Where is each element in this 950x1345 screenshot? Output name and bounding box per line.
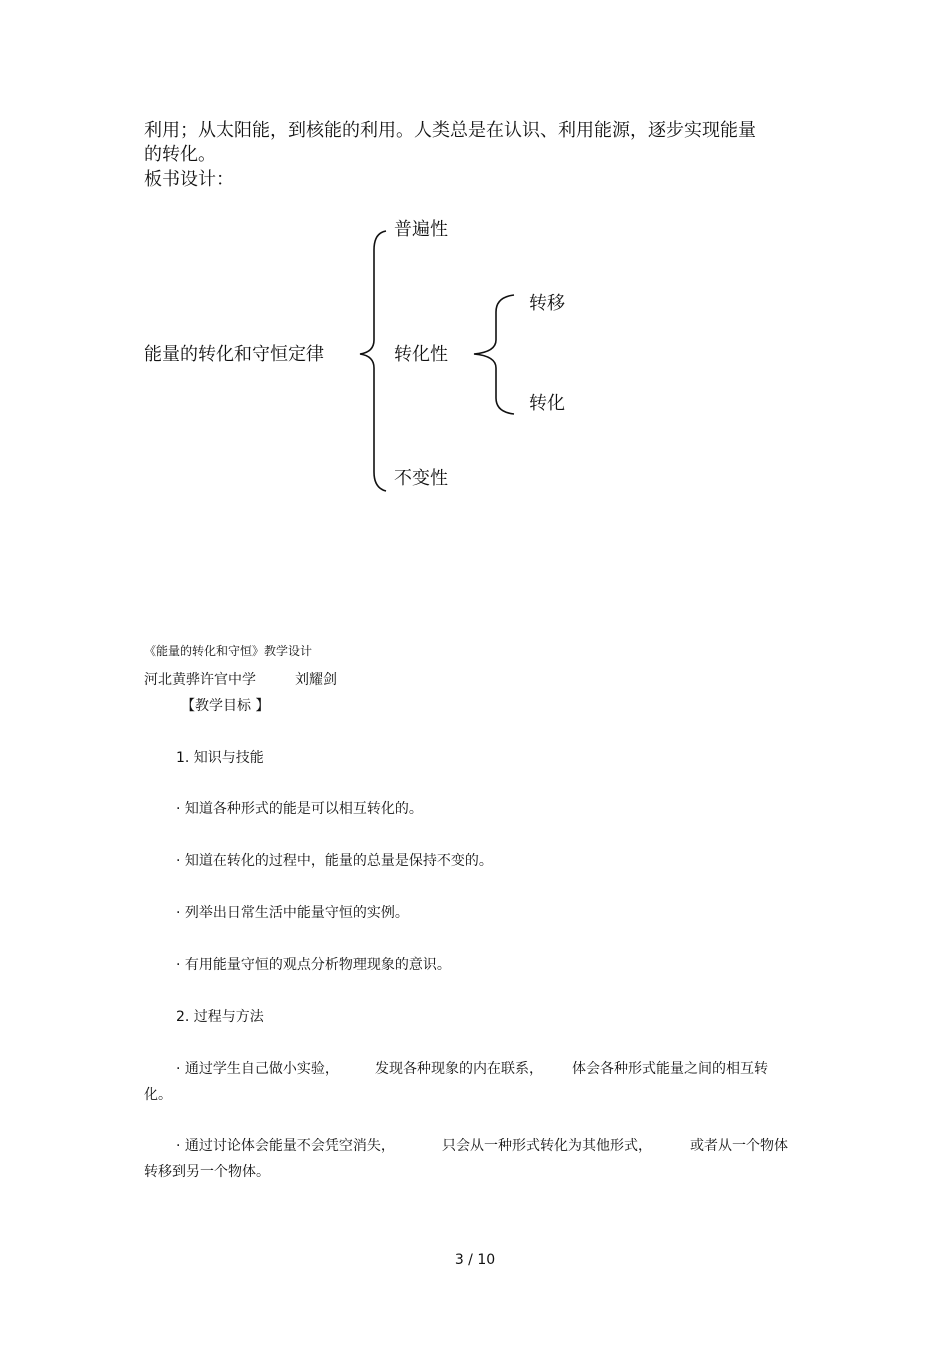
intro-line-2: 的转化。 (144, 144, 216, 165)
sub-brace (474, 295, 514, 414)
section-teaching-goals: 【教学目标 】 (181, 698, 270, 714)
bullet-1: · 知道各种形式的能是可以相互转化的。 (176, 801, 423, 817)
diagram-universal: 普遍性 (394, 219, 448, 240)
paragraph-1-part-c: 体会各种形式能量之间的相互转 (572, 1061, 768, 1077)
bullet-3: · 列举出日常生活中能量守恒的实例。 (176, 905, 409, 921)
diagram-transfer: 转移 (529, 293, 565, 314)
doc-school: 河北黄骅许官中学 (144, 672, 256, 688)
intro-line-1: 利用；从太阳能，到核能的利用。人类总是在认识、利用能源，逐步实现能量 (144, 120, 756, 141)
diagram-transform: 转化性 (394, 344, 448, 365)
doc-title: 《能量的转化和守恒》教学设计 (144, 644, 313, 658)
diagram-root: 能量的转化和守恒定律 (144, 344, 324, 365)
doc-author: 刘耀剑 (295, 672, 337, 688)
paragraph-2-part-d: 转移到另一个物体。 (144, 1164, 270, 1180)
board-design-label: 板书设计： (144, 169, 234, 190)
paragraph-2-part-a: · 通过讨论体会能量不会凭空消失， (176, 1138, 395, 1154)
paragraph-1-part-b: 发现各种现象的内在联系， (375, 1061, 543, 1077)
heading-process-method: 2. 过程与方法 (176, 1009, 264, 1025)
main-brace (360, 231, 386, 491)
bullet-4: · 有用能量守恒的观点分析物理现象的意识。 (176, 957, 451, 973)
paragraph-1-part-d: 化。 (144, 1087, 172, 1103)
diagram-braces (0, 0, 950, 600)
heading-knowledge-skills: 1. 知识与技能 (176, 750, 264, 766)
paragraph-2-part-c: 或者从一个物体 (690, 1138, 788, 1154)
page-number: 3 / 10 (454, 1252, 496, 1268)
paragraph-1-part-a: · 通过学生自己做小实验， (176, 1061, 339, 1077)
paragraph-2-part-b: 只会从一种形式转化为其他形式， (442, 1138, 652, 1154)
bullet-2: · 知道在转化的过程中，能量的总量是保持不变的。 (176, 853, 493, 869)
diagram-invariant: 不变性 (394, 468, 448, 489)
diagram-convert: 转化 (529, 393, 565, 414)
